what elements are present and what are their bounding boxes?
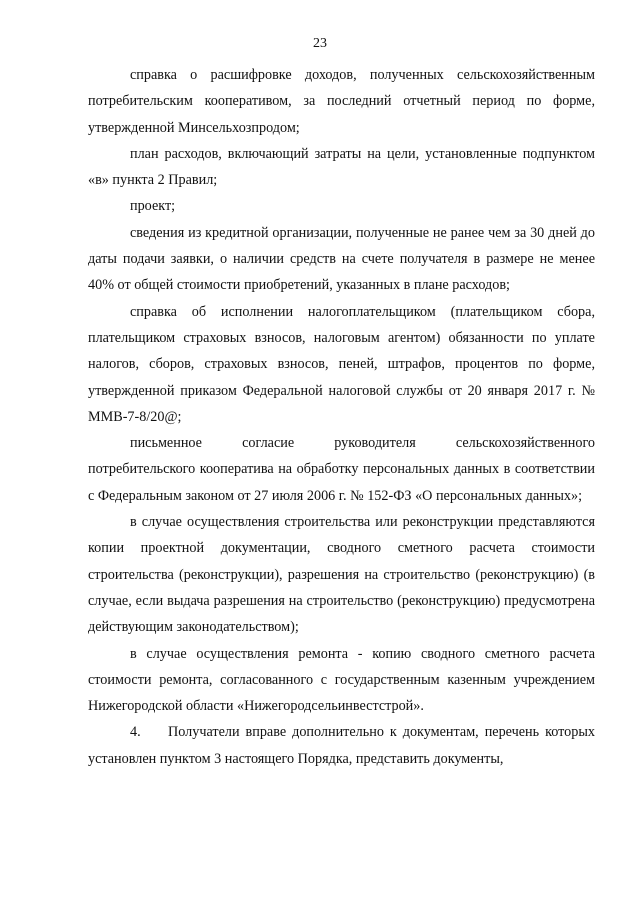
paragraph-project: проект; [130,198,176,215]
paragraph-income-certificate: справка о расшифровке доходов, полученных сельскохозяйственным потребительским кооперативом, за последний отчетный период по форме, утвержденной Минсельхозпродом; [88,67,595,136]
paragraph-expense-plan: план расходов, включающий затраты на цели, установленные подпунктом «в» пункта 2 Правил; [88,145,595,189]
paragraph-personal-data-consent: письменное согласие руководителя сельскохозяйственного потребительского кооператива на обработку персональных данных в соответствии с Федеральным законом от 27 июля 2006 г. № 152-ФЗ «О персональных данных»; [88,435,595,504]
document-body [88,62,595,772]
paragraph-tax-certificate: справка об исполнении налогоплательщиком (плательщиком сбора, плательщиком страховых взносов, налоговым агентом) обязанности по уплате налогов, сборов, страховых взносов, пеней, штрафов, процентов по форме, утвержденной приказом Федеральной налоговой службы от 20 января 2017 г. № ММВ-7-8/20@; [88,303,595,425]
paragraph-item-4 [88,719,595,772]
item-number: 4. [130,724,141,741]
paragraph-repair-estimate: в случае осуществления ремонта - копию сводного сметного расчета стоимости ремонта, согласованного с государственным казенным учреждением Нижегородской области «Нижегородсельинвестстрой». [88,645,595,715]
paragraph-bank-statement: сведения из кредитной организации, полученные не ранее чем за 30 дней до даты подачи заявки, о наличии средств на счете получателя в размере не менее 40% от общей стоимости приобретений, указанных в плане расходов; [88,224,595,294]
item-4-text: Получатели вправе дополнительно к документам, перечень которых установлен пунктом 3 настоящего Порядка, представить документы, [88,724,595,767]
page-number: 23 [313,36,327,51]
paragraph-construction-documents: в случае осуществления строительства или реконструкции представляются копии проектной документации, сводного сметного расчета стоимости строительства (реконструкции), разрешения на строительство (реконструкцию) (в случае, если выдача разрешения на строительство (реконструкцию) предусмотрена действующим законодательством); [88,514,595,636]
